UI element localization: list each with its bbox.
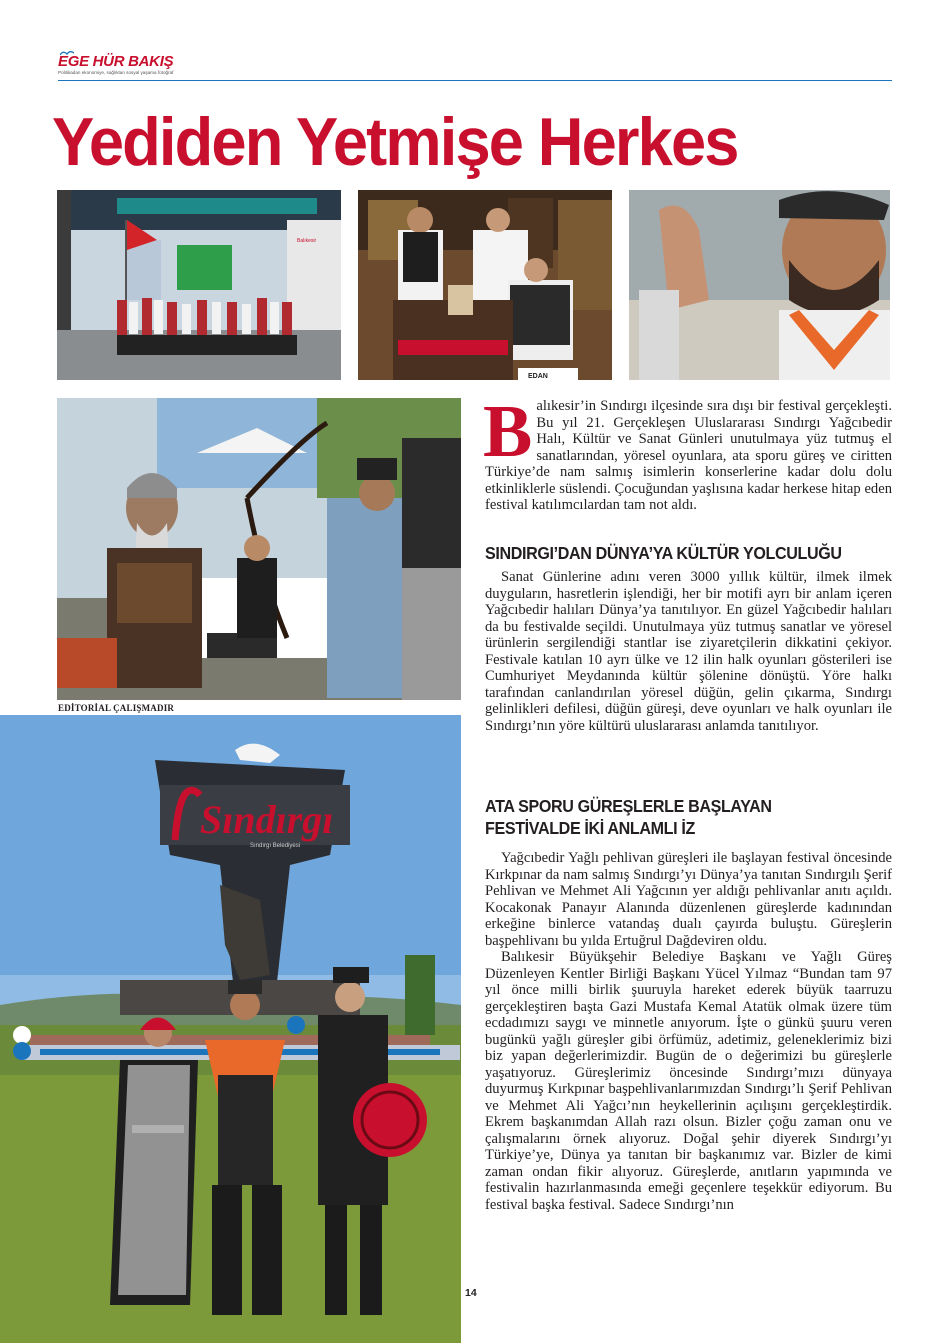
masthead-name: EGE HÜR BAKIŞ [58, 53, 174, 70]
masthead-rule [58, 80, 892, 81]
intro-text: alıkesir’in Sındırgı ilçesinde sıra dışı bir festival gerçekleşti. Bu yıl 21. Gerçekleşen Uluslararası Sındırgı Yağcıbedir Halı, Kültür ve Sanat Günleri unutulmaya yüz tutmuş el sanatlarından, yöresel oyunlara, ata sporu güreş ve ciritten Türkiye’de nam salmış isimlerin konserlerine kadar dolu dolu etkinliklerle süslendi. Çocuğundan yaşlısına kadar herkese hitap eden festival katılımcılardan tam not aldı. [485, 398, 892, 513]
subhead-wrestling-line-1: ATA SPORU GÜREŞLERLE BAŞLAYAN [485, 796, 772, 816]
subhead-culture-journey: SINDIRGI’DAN DÜNYA’YA KÜLTÜR YOLCULUĞU [485, 543, 842, 563]
archery-photo [57, 398, 461, 700]
waving-man-photo [629, 190, 890, 380]
section-2-paragraph-1: Yağcıbedir Yağlı pehlivan güreşleri ile başlayan festival öncesinde Kırkpınar da nam salmış Sındırgı’yı Dünya’ya tanıtan Sındırgılı Şerif Pehlivan ve Mehmet Ali Yağcının yer aldığı pehlivanlar anıtı açıldı. Kocakonak Panayır Alanında düzenlenen güreşlerde kadınından erkeğine binlerce vatandaş dualı çayırda buluştu. Güreşlerin başpehlivanı bu yılda Ertuğrul Dağdeviren oldu. [485, 850, 892, 949]
headline: Yediden Yetmişe Herkes [52, 104, 738, 180]
subhead-wrestling-line-2: FESTİVALDE İKİ ANLAMLI İZ [485, 818, 695, 838]
sindirgi-monument-photo [0, 715, 461, 1343]
editorial-caption: EDİTORİAL ÇALIŞMADIR [58, 703, 175, 713]
craft-stand-photo [358, 190, 612, 380]
intro-paragraph [483, 391, 892, 514]
monument-sign-subtext: Sındırgı Belediyesi [250, 843, 301, 849]
masthead-tagline: Politikadan ekonomiye, sağlıktan sosyal yaşama fotoğraf [58, 70, 174, 75]
festival-stage-photo [57, 190, 341, 380]
subhead-wrestling [485, 795, 859, 839]
section-2-paragraph-2: Balıkesir Büyükşehir Belediye Başkanı ve Yağlı Güreş Düzenleyen Kentler Birliği Başkanı Yücel Yılmaz “Bundan tam 97 yıl önce milli birlik şuuruyla hareket ederek büyük taarruzu gerçekleştiren başta Gazi Mustafa Kemal Atatük olmak üzere tüm ecdadımızı saygı ve minnetle anıyorum. İşte o günkü şuuru veren bugünkü yağlı güreşler gibi örfümüz, adetimiz, geleneklerimiz bizi biz yapan değerlerimizdir. Bugün de o değerimizi bu güreşlerle yaşatıyoruz. Güreşlerimiz öncesinde Sındırgı’mızı dünyaya duyurmuş Kırkpınar başpehlivanlarımızdan Sındırgı’lı Şerif Pehlivan ve Mehmet Ali Yağcı’nın heykellerinin açılışını gerçekleştirdik. Ekrem başkanımdan Allah razı olsun. Bizler çoğu zaman onu ve çalışmalarını örnek alıyoruz. Doğal şehir diyerek Sındırgı’yı Türkiye’ye, Dünya ya tanıtan bir başkanımız var. Bizler de kimi zaman ondan fikir alıyoruz. Güreşlerde, anıtların yapımında ve festivalin hazırlanmasında emeği geçenlere teşekkür ediyorum. Bu festival başka festival. Sadece Sındırgı’nın [485, 949, 892, 1213]
monument-sign-text: Sındırgı [200, 797, 334, 842]
page-number: 14 [465, 1287, 477, 1299]
section-1-paragraph: Sanat Günlerine adını veren 3000 yıllık kültür, ilmek ilmek duyguların, hasretlerin işlendiği, her bir motifi ayrı bir anlam içeren Yağcıbedir halıları Dünya’ya tanıtılıyor. En güzel Yağcıbedir halıları da bu festivalde seçildi. Unutulmaya yüz tutmuş sanatlar ve yöresel ürünlerin sergilendiği stantlar ise ziyaretçilerin dikkatini çekiyor. Festivale katılan 10 ayrı ülke ve 12 ilin halk oyunları gösterileri ise Cumhuriyet Meydanında kültür şölenine dönüştü. Yöre halkı tarafından canlandırılan yöresel düğün, gelin çıkarma, Sındırgı gelinlikleri defilesi, düğün güreşi, deve oyunları ve halk oyunları ile Sındırgı’nın yöre kültürü uluslararası anlamda tanıtılıyor. [485, 569, 892, 734]
article-intro [483, 391, 892, 514]
article-section-1 [485, 569, 892, 734]
stage-sign-text: Balıkesir [297, 238, 317, 244]
article-section-2 [485, 850, 892, 1213]
dropcap: B [483, 391, 533, 473]
stand-label: EDAN [528, 373, 548, 380]
